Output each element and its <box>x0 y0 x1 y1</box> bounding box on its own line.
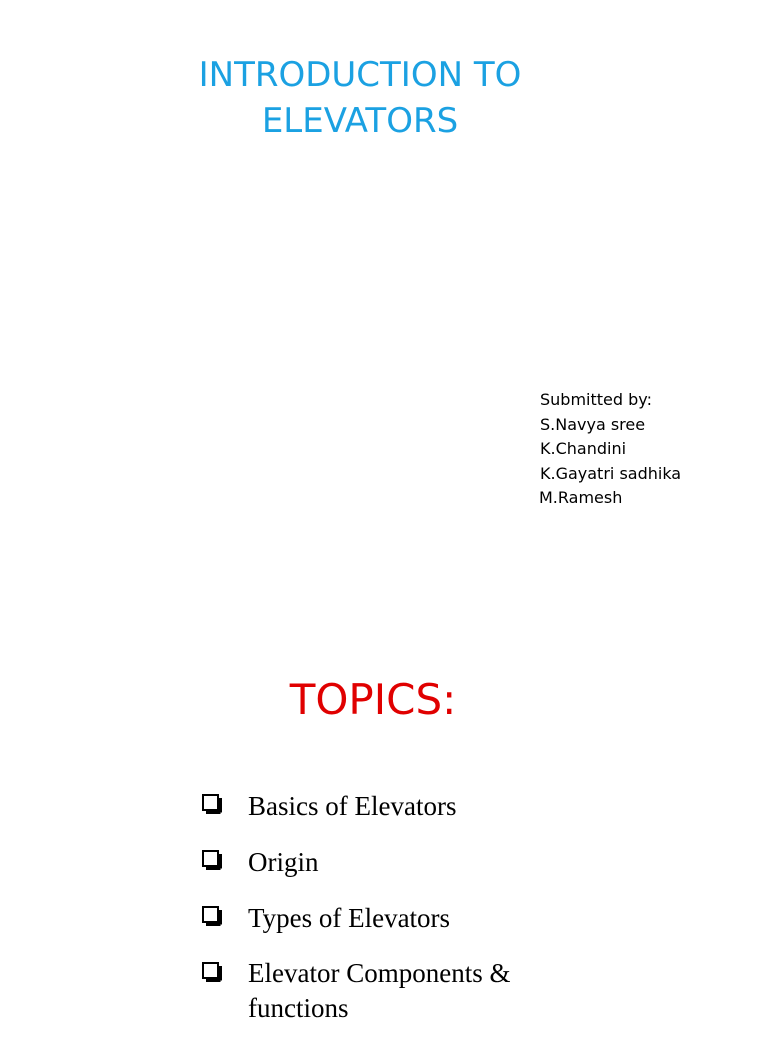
member-name: K.Gayatri sadhika <box>540 463 682 483</box>
checkbox-icon <box>202 850 222 870</box>
topic-item <box>202 788 742 824</box>
title-slide <box>0 0 768 512</box>
topic-label: Types of Elevators <box>248 903 451 933</box>
checkbox-icon <box>202 794 222 814</box>
topic-list <box>202 788 742 1046</box>
topic-item <box>202 900 742 936</box>
checkbox-icon <box>202 962 222 982</box>
topics-heading: TOPICS: <box>289 675 457 724</box>
topics-slide <box>0 512 768 1024</box>
title-line-2: ELEVATORS <box>261 101 459 141</box>
submitted-by-block <box>540 388 681 511</box>
topic-item <box>202 956 548 1026</box>
topic-item <box>202 844 742 880</box>
member-name: S.Navya sree <box>540 414 646 434</box>
topic-label: Origin <box>248 847 319 877</box>
member-name: K.Chandini <box>540 439 627 458</box>
topic-label: Elevator Components & functions <box>248 958 511 1023</box>
submitted-by-label: Submitted by: <box>540 390 652 409</box>
checkbox-icon <box>202 906 222 926</box>
member-name: M.Ramesh <box>539 488 623 507</box>
title-line-1: INTRODUCTION TO <box>198 55 522 95</box>
topic-label: Basics of Elevators <box>248 791 457 821</box>
slide-title <box>130 52 590 144</box>
